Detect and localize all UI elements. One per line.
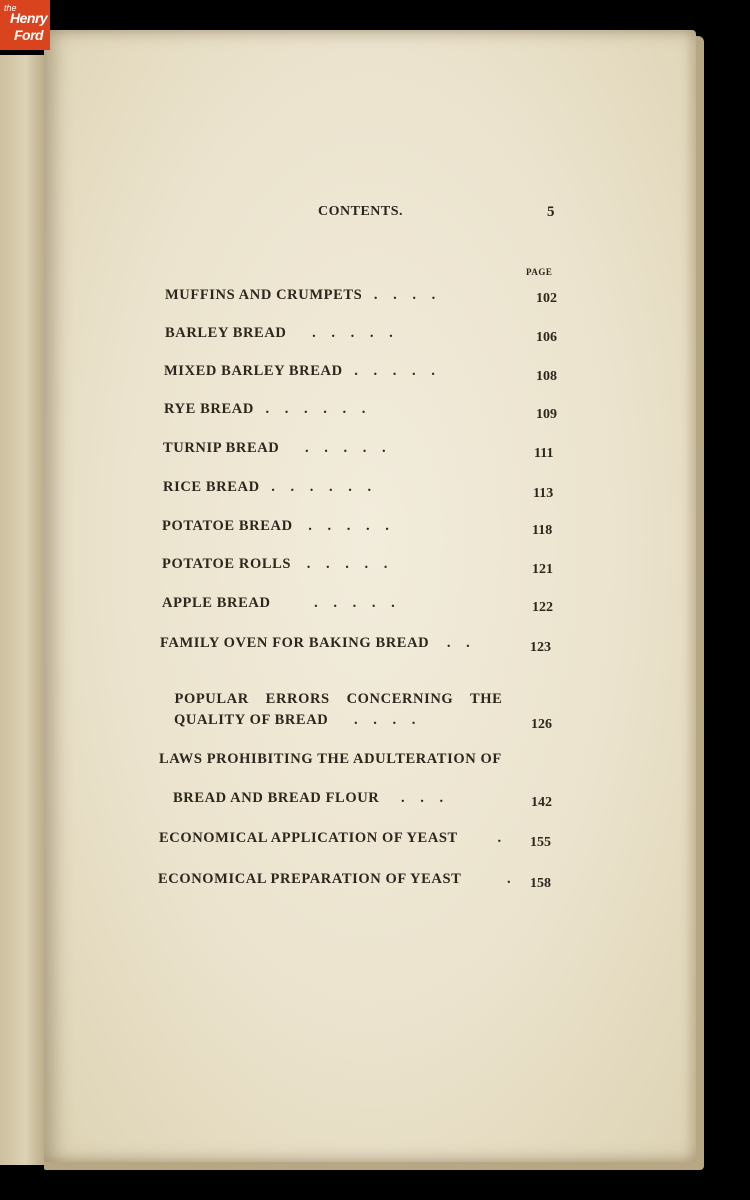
- entry-page-number: 106: [536, 330, 557, 345]
- page-column-label: PAGE: [526, 267, 553, 277]
- entry-page-number: 155: [530, 835, 551, 850]
- entry-page-number: 108: [536, 369, 557, 384]
- entry-page-number: 121: [532, 562, 553, 577]
- contents-entry: MUFFINS AND CRUMPETS . . . .: [165, 287, 442, 303]
- entry-page-number: 109: [536, 407, 557, 422]
- entry-page-number: 111: [534, 446, 554, 461]
- contents-entry: POPULAR ERRORS CONCERNING THE: [174, 691, 503, 707]
- entry-page-number: 142: [531, 795, 552, 810]
- entry-page-number: 158: [530, 876, 551, 891]
- contents-entry: APPLE BREAD . . . . .: [162, 595, 401, 611]
- contents-entry: RYE BREAD . . . . . .: [164, 401, 372, 417]
- contents-entry: BARLEY BREAD . . . . .: [165, 325, 399, 341]
- contents-entry: FAMILY OVEN FOR BAKING BREAD . .: [160, 635, 476, 651]
- entry-page-number: 123: [530, 640, 551, 655]
- entry-page-number: 126: [531, 717, 552, 732]
- contents-entry: POTATOE ROLLS . . . . .: [162, 556, 394, 572]
- contents-entry: RICE BREAD . . . . . .: [163, 479, 378, 495]
- entry-page-number: 113: [533, 486, 554, 501]
- page-number: 5: [547, 204, 555, 220]
- left-page-edge: [0, 55, 46, 1165]
- contents-entry: MIXED BARLEY BREAD . . . . .: [164, 363, 441, 379]
- contents-entry: ECONOMICAL APPLICATION OF YEAST .: [159, 830, 508, 846]
- page-header-title: CONTENTS.: [318, 204, 404, 219]
- entry-page-number: 102: [536, 291, 557, 306]
- contents-entry: LAWS PROHIBITING THE ADULTERATION OF: [159, 751, 502, 767]
- contents-entry-continuation: QUALITY OF BREAD . . . .: [174, 712, 422, 728]
- entry-page-number: 122: [532, 600, 553, 615]
- henry-ford-logo: the Henry Ford: [0, 0, 50, 50]
- contents-entry: ECONOMICAL PREPARATION OF YEAST .: [158, 871, 517, 887]
- contents-entry: TURNIP BREAD . . . . .: [163, 440, 392, 456]
- entry-page-number: 118: [532, 523, 553, 538]
- contents-entry-continuation: BREAD AND BREAD FLOUR . . .: [173, 790, 450, 806]
- contents-entry: POTATOE BREAD . . . . .: [162, 518, 395, 534]
